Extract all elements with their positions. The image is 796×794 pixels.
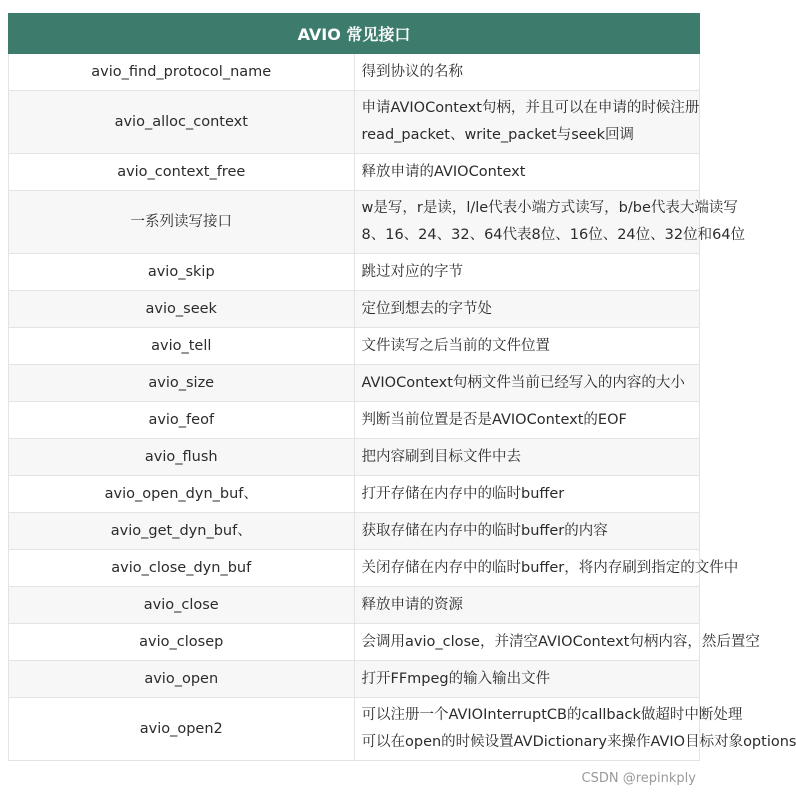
description-line: 释放申请的资源 — [361, 596, 463, 613]
api-description-cell — [354, 476, 700, 513]
api-name-cell: avio_alloc_context — [9, 91, 355, 154]
api-name-cell: avio_size — [9, 365, 355, 402]
description-line: 获取存储在内存中的临时buffer的内容 — [361, 522, 608, 539]
table-row — [9, 402, 700, 439]
description-line: read_packet、write_packet与seek回调 — [361, 127, 634, 143]
table-row — [9, 587, 700, 624]
description-line: AVIOContext句柄文件当前已经写入的内容的大小 — [361, 374, 685, 391]
description-line: 可以在open的时候设置AVDictionary来操作AVIO目标对象options — [361, 734, 796, 750]
api-description-cell — [354, 91, 700, 154]
description-line: 会调用avio_close，并清空AVIOContext句柄内容，然后置空 — [361, 633, 760, 650]
description-line: 8、16、24、32、64代表8位、16位、24位、32位和64位 — [361, 227, 746, 243]
table-row — [9, 365, 700, 402]
description-line: 释放申请的AVIOContext — [361, 163, 526, 180]
api-name-cell: avio_close_dyn_buf — [9, 550, 355, 587]
api-description-cell — [354, 254, 700, 291]
description-line: 得到协议的名称 — [361, 63, 463, 80]
description-line: 打开FFmpeg的输入输出文件 — [361, 670, 551, 687]
api-name-cell: avio_close — [9, 587, 355, 624]
api-description-cell — [354, 624, 760, 661]
api-name-cell: avio_skip — [9, 254, 355, 291]
api-name-cell: 一系列读写接口 — [9, 191, 355, 254]
api-description-cell — [354, 550, 739, 587]
api-table — [8, 13, 796, 761]
api-description-cell — [354, 154, 700, 191]
table-row — [9, 624, 700, 661]
description-line: 打开存储在内存中的临时buffer — [361, 485, 565, 502]
api-name-cell: avio_closep — [9, 624, 355, 661]
api-name-cell: avio_get_dyn_buf、 — [9, 513, 355, 550]
api-name-cell: avio_open_dyn_buf、 — [9, 476, 355, 513]
table-row — [9, 54, 700, 91]
table-row — [9, 191, 700, 254]
api-name-cell: avio_flush — [9, 439, 355, 476]
table-row — [9, 91, 700, 154]
table-row — [9, 476, 700, 513]
description-line: 判断当前位置是否是AVIOContext的EOF — [361, 411, 627, 428]
description-line: 跳过对应的字节 — [361, 263, 463, 280]
table-row — [9, 439, 700, 476]
description-line: 申请AVIOContext句柄，并且可以在申请的时候注册 — [361, 100, 700, 116]
api-description-cell — [354, 587, 700, 624]
table-row — [9, 291, 700, 328]
api-description-cell — [354, 291, 700, 328]
table-row — [9, 254, 700, 291]
api-description-cell — [354, 698, 796, 761]
table-row — [9, 154, 700, 191]
table-row — [9, 328, 700, 365]
table-row — [9, 661, 700, 698]
api-name-cell: avio_open — [9, 661, 355, 698]
description-line: 文件读写之后当前的文件位置 — [361, 337, 550, 354]
description-line: 关闭存储在内存中的临时buffer，将内存刷到指定的文件中 — [361, 559, 739, 576]
table-row — [9, 698, 700, 761]
description-line: 可以注册一个AVIOInterruptCB的callback做超时中断处理 — [361, 707, 743, 723]
api-description-cell — [354, 661, 700, 698]
api-name-cell: avio_open2 — [9, 698, 355, 761]
api-description-cell — [354, 54, 700, 91]
api-description-cell — [354, 439, 700, 476]
table-body — [9, 54, 796, 761]
api-name-cell: avio_tell — [9, 328, 355, 365]
api-name-cell: avio_find_protocol_name — [9, 54, 355, 91]
api-description-cell — [354, 402, 700, 439]
table-header-row — [9, 14, 700, 54]
api-description-cell — [354, 191, 746, 254]
table-row — [9, 550, 700, 587]
table-row — [9, 513, 700, 550]
api-name-cell: avio_feof — [9, 402, 355, 439]
description-line: 把内容刷到目标文件中去 — [361, 448, 521, 465]
description-line: w是写，r是读，l/le代表小端方式读写，b/be代表大端读写 — [361, 200, 738, 216]
api-description-cell — [354, 513, 700, 550]
api-description-cell — [354, 365, 700, 402]
description-line: 定位到想去的字节处 — [361, 300, 492, 317]
table-title: AVIO 常见接口 — [9, 14, 700, 54]
watermark: CSDN @repinkply — [581, 771, 696, 786]
api-description-cell — [354, 328, 700, 365]
api-name-cell: avio_context_free — [9, 154, 355, 191]
api-name-cell: avio_seek — [9, 291, 355, 328]
